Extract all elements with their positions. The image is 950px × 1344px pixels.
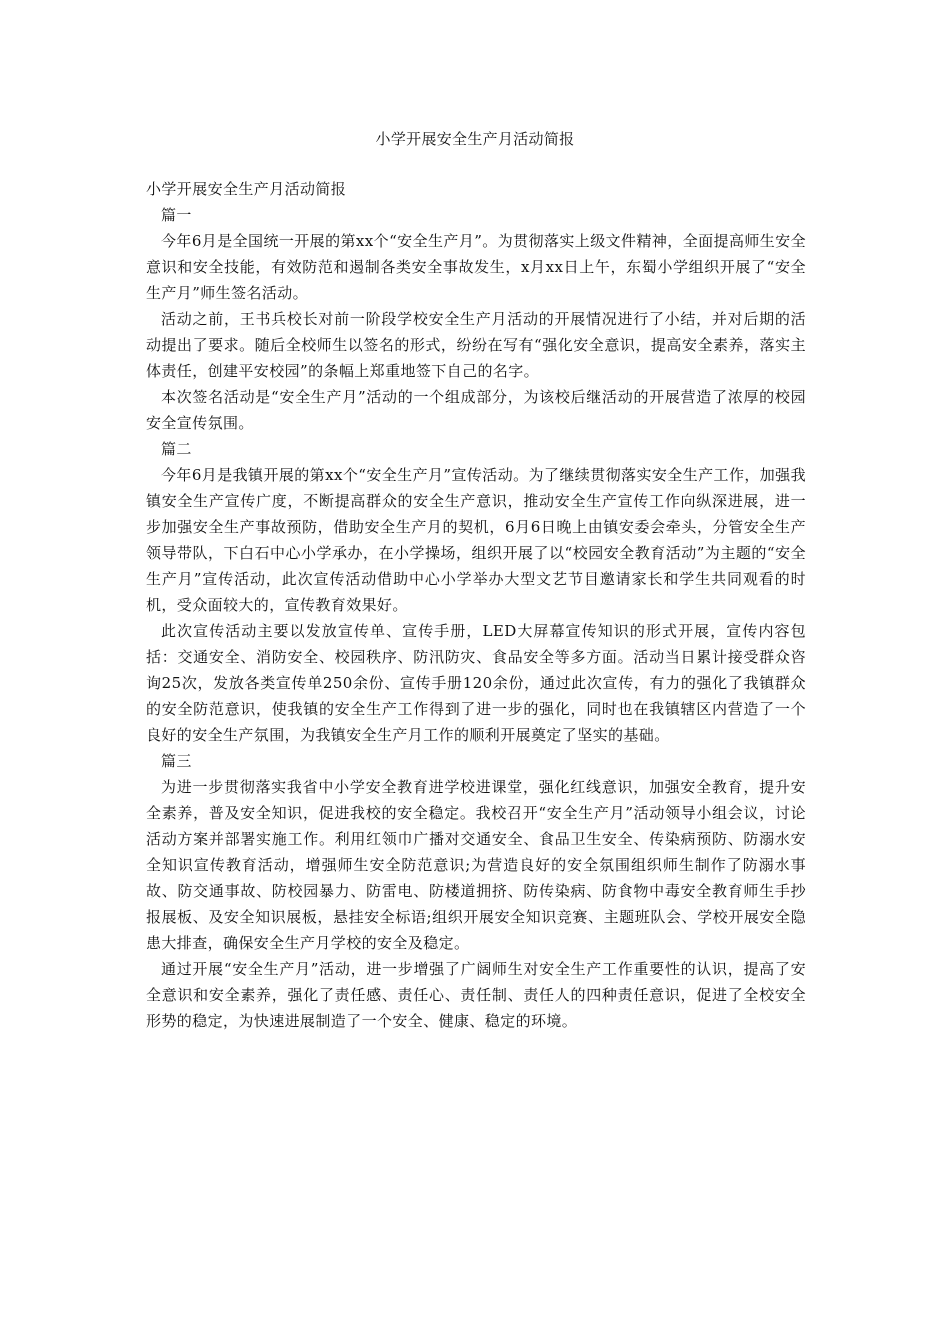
- document-title: 小学开展安全生产月活动简报: [375, 130, 575, 148]
- document-body: [146, 176, 806, 1034]
- paragraph: 活动之前，王书兵校长对前一阶段学校安全生产月活动的开展情况进行了小结，并对后期的活动提出了要求。随后全校师生以签名的形式，纷纷在写有“强化安全意识，提高安全素养，落实主体责任，创建平安校园”的条幅上郑重地签下自己的名字。: [146, 310, 806, 380]
- paragraph: 此次宣传活动主要以发放宣传单、宣传手册，LED大屏幕宣传知识的形式开展，宣传内容包括：交通安全、消防安全、校园秩序、防汛防灾、食品安全等多方面。活动当日累计接受群众咨询25次，发放各类宣传单250余份、宣传手册120余份，通过此次宣传，有力的强化了我镇群众的安全防范意识，使我镇的安全生产工作得到了进一步的强化，同时也在我镇辖区内营造了一个良好的安全生产氛围，为我镇安全生产月工作的顺利开展奠定了坚实的基础。: [146, 622, 806, 744]
- paragraph: 为进一步贯彻落实我省中小学安全教育进学校进课堂，强化红线意识，加强安全教育，提升安全素养，普及安全知识，促进我校的安全稳定。我校召开“安全生产月”活动领导小组会议，讨论活动方案并部署实施工作。利用红领巾广播对交通安全、食品卫生安全、传染病预防、防溺水安全知识宣传教育活动，增强师生安全防范意识;为营造良好的安全氛围组织师生制作了防溺水事故、防交通事故、防校园暴力、防雷电、防楼道拥挤、防传染病、防食物中毒安全教育师生手抄报展板、及安全知识展板，悬挂安全标语;组织开展安全知识竞赛、主题班队会、学校开展安全隐患大排查，确保安全生产月学校的安全及稳定。: [146, 778, 806, 952]
- paragraph: 通过开展“安全生产月”活动，进一步增强了广阔师生对安全生产工作重要性的认识，提高了安全意识和安全素养，强化了责任感、责任心、责任制、责任人的四种责任意识，促进了全校安全形势的稳定，为快速进展制造了一个安全、健康、稳定的环境。: [146, 960, 806, 1030]
- paragraph: 今年6月是全国统一开展的第xx个“安全生产月”。为贯彻落实上级文件精神，全面提高师生安全意识和安全技能，有效防范和遏制各类安全事故发生，x月xx日上午，东蜀小学组织开展了“安全生产月”师生签名活动。: [146, 232, 806, 302]
- section-label-3: 篇三: [161, 752, 192, 770]
- section-label-2: 篇二: [161, 440, 192, 458]
- paragraph: 本次签名活动是“安全生产月”活动的一个组成部分，为该校后继活动的开展营造了浓厚的校园安全宣传氛围。: [146, 388, 806, 432]
- paragraph: 今年6月是我镇开展的第xx个“安全生产月”宣传活动。为了继续贯彻落实安全生产工作，加强我镇安全生产宣传广度，不断提高群众的安全生产意识，推动安全生产宣传工作向纵深进展，进一步加强安全生产事故预防，借助安全生产月的契机，6月6日晚上由镇安委会牵头，分管安全生产领导带队，下白石中心小学承办，在小学操场，组织开展了以“校园安全教育活动”为主题的“安全生产月”宣传活动，此次宣传活动借助中心小学举办大型文艺节目邀请家长和学生共同观看的时机，受众面较大的，宣传教育效果好。: [146, 466, 806, 614]
- section-label-1: 篇一: [161, 206, 192, 224]
- document-subtitle: 小学开展安全生产月活动简报: [146, 180, 347, 198]
